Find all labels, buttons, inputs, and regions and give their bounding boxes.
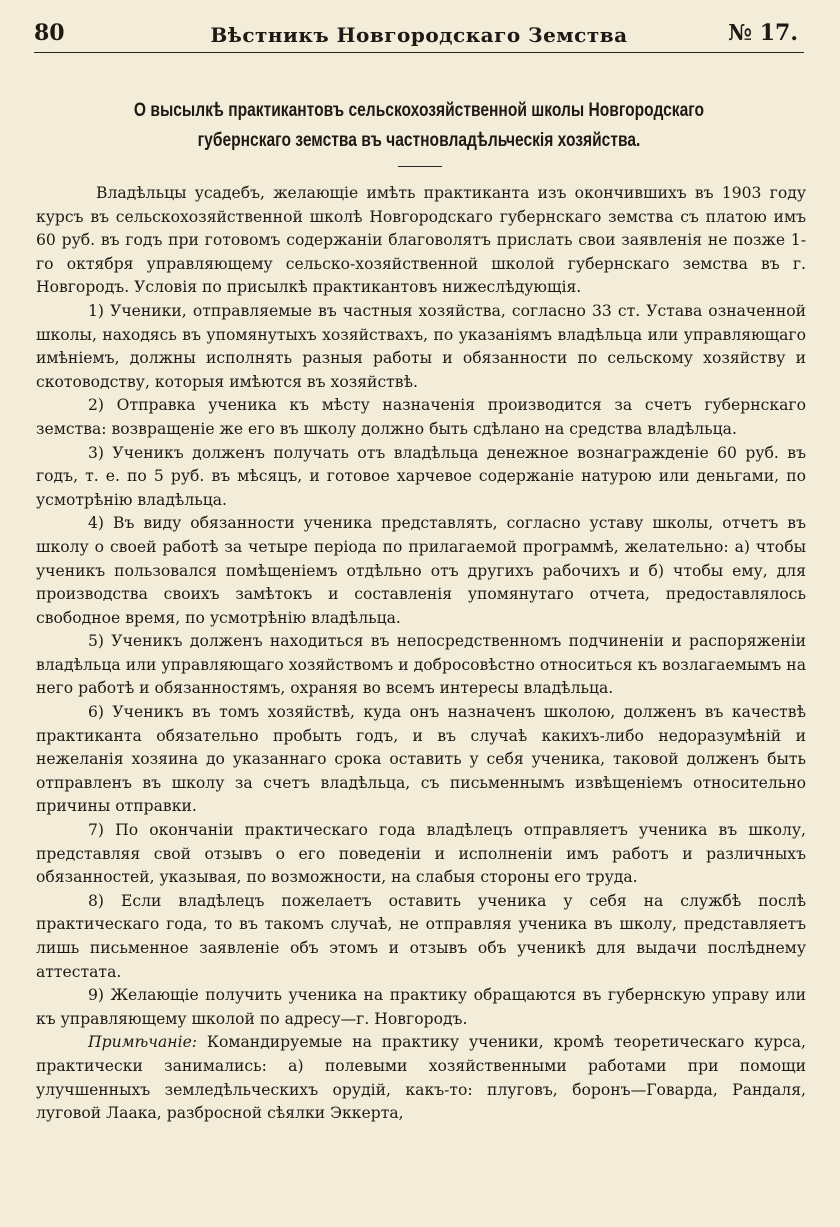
paragraph-1: 1) Ученики, отправляемые въ частныя хозяйства, согласно 33 ст. Устава означенной школы, находясь въ упомянутыхъ хозяйствахъ, по указаніямъ владѣльца или управляющаго имѣніемъ, должны исполнять разныя работы и обязанности по сельскому хозяйству и скотоводству, которыя имѣются въ хозяйствѣ. [36,301,806,391]
page-number: 80 [34,20,65,46]
note-paragraph [36,1031,806,1125]
journal-title: Вѣстникъ Новгородскаго Земства [210,23,628,47]
paragraph-8: 8) Если владѣлецъ пожелаетъ оставить ученика у себя на службѣ послѣ практическаго года, то въ такомъ случаѣ, не отправляя ученика въ школу, представляетъ лишь письменное заявленіе объ этомъ и отзывъ объ ученикѣ для выдачи послѣднему аттестата. [36,891,806,981]
note-text: Командируемые на практику ученики, кромѣ теоретическаго курса, практически занимались: а) полевыми хозяйственными работами при помощи улучшенныхъ земледѣльческихъ орудій, какъ-то: плуговъ, боронъ—Говарда, Рандаля, луговой Лаака, разбросной сѣялки Эккерта, [36,1033,806,1123]
paragraph-5: 5) Ученикъ долженъ находиться въ непосредственномъ подчиненіи и распоряженіи владѣльца или управляющаго хозяйствомъ и добросовѣстно относиться къ возлагаемымъ на него работѣ и обязанностямъ, охраняя во всемъ интересы владѣльца. [36,632,806,698]
note-label: Примѣчаніе: [88,1033,198,1052]
intro-paragraph: Владѣльцы усадебъ, желающіе имѣть практиканта изъ окончившихъ въ 1903 году курсъ въ сельскохозяйственной школѣ Новгородскаго губернскаго земства съ платою имъ 60 руб. въ годъ при готовомъ содержаніи благоволятъ прислать свои заявленія не позже 1-го октября управляющему сельско-хозяйственной школой губернскаго земства въ г. Новгородъ. Условія по присылкѣ практикантовъ нижеслѣдующія. [36,184,806,297]
paragraph-9: 9) Желающіе получить ученика на практику обращаются въ губернскую управу или къ управляющему школой по адресу—г. Новгородъ. [36,986,806,1028]
article-body [36,182,806,1126]
paragraph-3: 3) Ученикъ долженъ получать отъ владѣльца денежное вознагражденіе 60 руб. въ годъ, т. е. по 5 руб. въ мѣсяцъ, и готовое харчевое содержаніе натурою или деньгами, по усмотрѣнію владѣльца. [36,443,806,509]
article-title: О высылкѣ практикантовъ сельскохозяйственной школы Новгородскаго губернскаго земства въ частновладѣльческія хозяйства. [133,100,705,151]
running-header [34,18,804,53]
title-divider [398,166,442,167]
paragraph-7: 7) По окончаніи практическаго года владѣлецъ отправляетъ ученика въ школу, представляя свой отзывъ о его поведеніи и исполненіи имъ работъ и различныхъ обязанностей, указывая, по возможности, на слабыя стороны его труда. [36,821,806,887]
paragraph-4: 4) Въ виду обязанности ученика представлять, согласно уставу школы, отчетъ въ школу о своей работѣ за четыре періода по прилагаемой программѣ, желательно: а) чтобы ученикъ пользовался помѣщеніемъ отдѣльно отъ другихъ рабочихъ и б) чтобы ему, для производства своихъ замѣтокъ и составленія упомянутаго отчета, предоставлялось свободное время, по усмотрѣнію владѣльца. [36,514,806,627]
paragraph-6: 6) Ученикъ въ томъ хозяйствѣ, куда онъ назначенъ школою, долженъ въ качествѣ практиканта обязательно пробыть годъ, и въ случаѣ какихъ-либо недоразумѣній и нежеланія хозяина до указаннаго срока оставить у себя ученика, таковой долженъ быть отправленъ въ школу за счетъ владѣльца, съ письменнымъ извѣщеніемъ относительно причины отправки. [36,703,806,816]
issue-number: № 17. [728,20,798,46]
paragraph-2: 2) Отправка ученика къ мѣсту назначенія производится за счетъ губернскаго земства: возвращеніе же его въ школу должно быть сдѣлано на средства владѣльца. [36,396,806,438]
